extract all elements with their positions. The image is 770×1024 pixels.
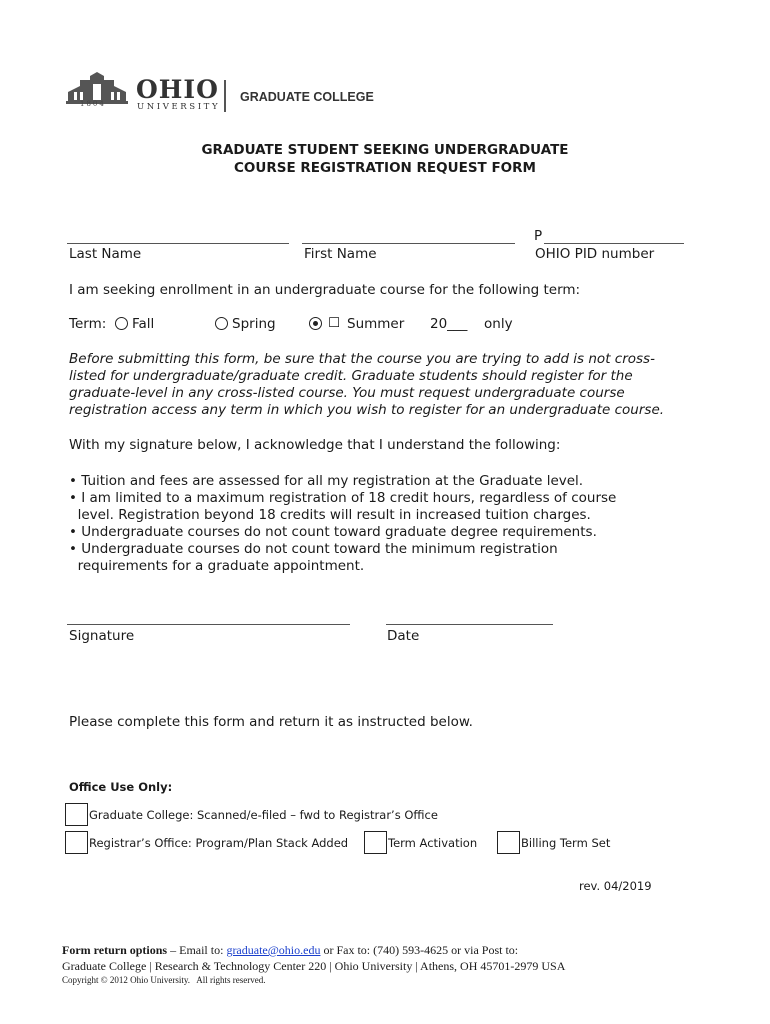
footer-return-options	[62, 943, 518, 958]
term-spring-label: Spring	[232, 316, 276, 332]
footer-email-prefix: – Email to:	[167, 943, 227, 957]
bullet-line-3: level. Registration beyond 18 credits will result in increased tuition charges.	[69, 507, 591, 523]
date-label: Date	[387, 628, 420, 644]
logo-university-text: UNIVERSITY	[137, 102, 221, 112]
graduate-college-label: Graduate College: Scanned/e-filed – fwd to Registrar’s Office	[89, 808, 438, 822]
last-name-field[interactable]	[67, 243, 289, 244]
signature-field[interactable]	[67, 624, 350, 625]
form-title-line1: GRADUATE STUDENT SEEKING UNDERGRADUATE	[201, 142, 569, 158]
term-fall-label: Fall	[132, 316, 155, 332]
logo-ohio-text: OHIO	[136, 75, 219, 104]
form-title-line2: COURSE REGISTRATION REQUEST FORM	[234, 160, 536, 176]
acknowledge-text: With my signature below, I acknowledge that I understand the following:	[69, 437, 561, 453]
office-use-heading: Office Use Only:	[69, 780, 173, 794]
graduate-college-checkbox[interactable]	[65, 803, 88, 826]
term-fall-radio[interactable]	[115, 317, 128, 330]
term-summer-label: Summer	[347, 316, 405, 332]
registrar-checkbox[interactable]	[65, 831, 88, 854]
footer-options-label: Form return options	[62, 943, 168, 957]
date-field[interactable]	[386, 624, 553, 625]
bullet-line-6: requirements for a graduate appointment.	[69, 558, 365, 574]
term-spring-radio[interactable]	[215, 317, 228, 330]
pid-prefix: P	[534, 228, 543, 244]
term-summer-radio[interactable]	[309, 317, 322, 330]
pid-field[interactable]	[544, 243, 684, 244]
notice-line-4: registration access any term in which you wish to register for an undergraduate course.	[69, 402, 665, 418]
enrollment-text: I am seeking enrollment in an undergraduate course for the following term:	[69, 282, 581, 298]
billing-term-checkbox[interactable]	[497, 831, 520, 854]
footer-fax-text: or Fax to: (740) 593-4625 or via Post to:	[320, 943, 519, 957]
pid-label: OHIO PID number	[535, 246, 655, 262]
summer-checkbox-glyph: ☐	[328, 315, 341, 331]
footer-address: Graduate College | Research & Technology Center 220 | Ohio University | Athens, OH 45701-2979 USA	[62, 959, 566, 973]
term-activation-label: Term Activation	[388, 836, 478, 850]
footer-email-link[interactable]: graduate@ohio.edu	[226, 943, 321, 957]
notice-line-3: graduate-level in any cross-listed course. You must request undergraduate course	[69, 385, 625, 401]
term-year-field[interactable]: 20___	[430, 316, 468, 332]
footer-copyright: Copyright © 2012 Ohio University. All rights reserved.	[62, 975, 266, 985]
bullet-line-1: • Tuition and fees are assessed for all my registration at the Graduate level.	[69, 473, 584, 489]
logo-year: 1804	[80, 100, 106, 108]
notice-line-1: Before submitting this form, be sure that the course you are trying to add is not cross-	[69, 351, 655, 367]
term-only-label: only	[484, 316, 513, 332]
billing-term-label: Billing Term Set	[521, 836, 611, 850]
first-name-label: First Name	[304, 246, 377, 262]
logo-college-text: GRADUATE COLLEGE	[240, 90, 374, 104]
last-name-label: Last Name	[69, 246, 142, 262]
logo-divider	[224, 80, 226, 112]
term-label: Term:	[69, 316, 107, 332]
bullet-line-4: • Undergraduate courses do not count toward graduate degree requirements.	[69, 524, 597, 540]
term-activation-checkbox[interactable]	[364, 831, 387, 854]
registrar-label: Registrar’s Office: Program/Plan Stack Added	[89, 836, 349, 850]
revision-date: rev. 04/2019	[579, 879, 652, 893]
signature-label: Signature	[69, 628, 135, 644]
first-name-field[interactable]	[302, 243, 515, 244]
bullet-line-5: • Undergraduate courses do not count toward the minimum registration	[69, 541, 558, 557]
notice-line-2: listed for undergraduate/graduate credit. Graduate students should register for the	[69, 368, 633, 384]
complete-instruction: Please complete this form and return it as instructed below.	[69, 714, 473, 730]
bullet-line-2: • I am limited to a maximum registration of 18 credit hours, regardless of course	[69, 490, 617, 506]
